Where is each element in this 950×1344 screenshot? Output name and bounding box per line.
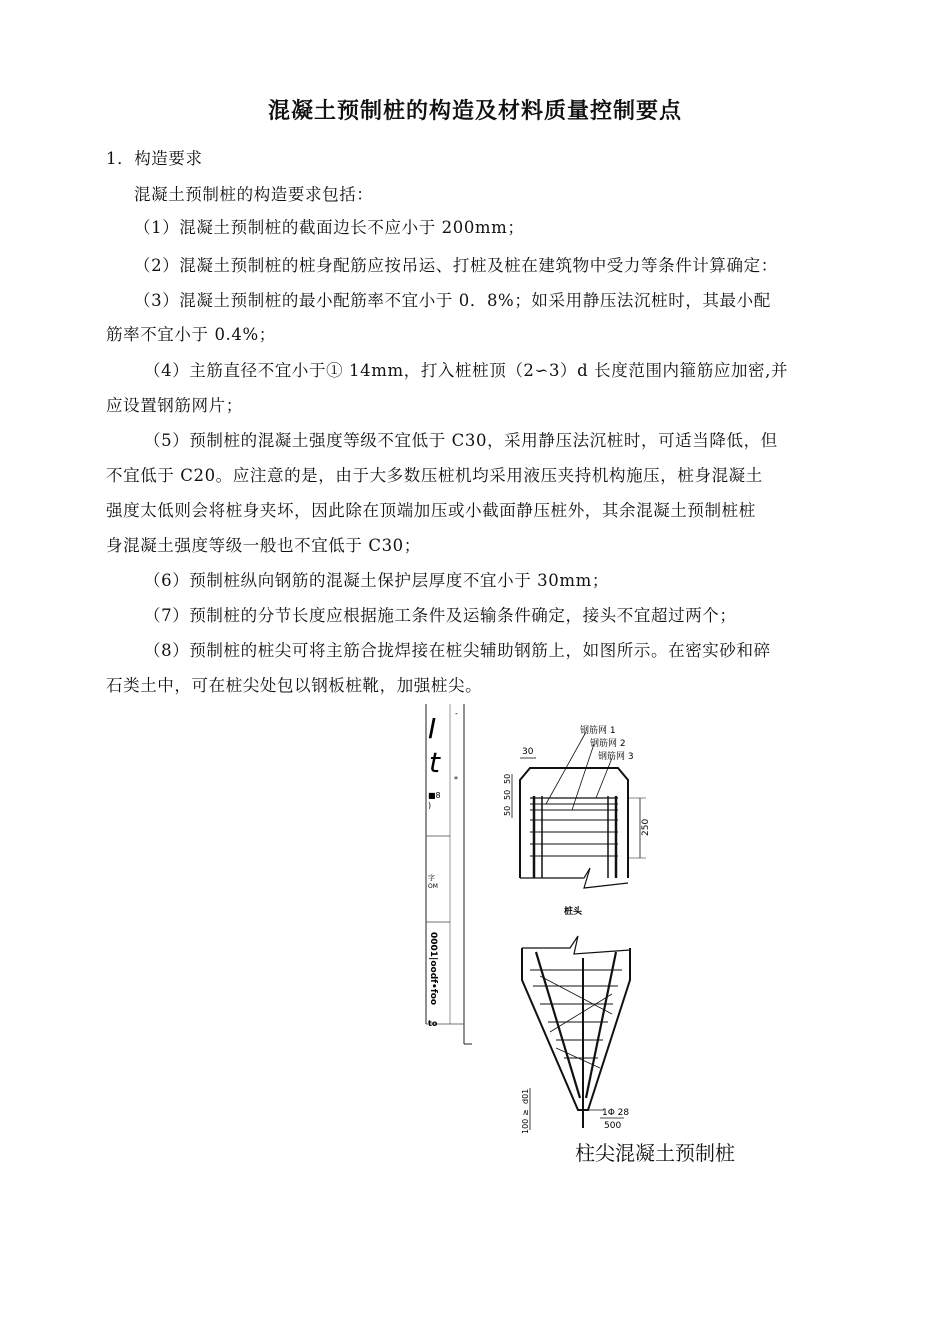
requirement-8-line-2: 石类土中，可在桩尖处包以钢板桩靴，加强桩尖。 [106,676,483,695]
figure-caption: 柱尖混凝土预制桩 [575,1141,735,1165]
fragment-small-4: OM [428,883,438,890]
pile-head-break [520,868,628,888]
tip-bar-left [536,952,580,1098]
requirement-5-line-3: 强度太低则会将桩身夹坏，因此除在顶端加压或小截面静压桩外，其余混凝土预制桩桩 [106,501,756,520]
fragment-small-2: ) [428,801,432,810]
fragment-small-1: ■8 [428,791,441,800]
tip-bar-right [586,952,616,1098]
fragment-vertical-text: 0001|oodf•foo [428,932,438,1006]
tip-dim-ge: ≥ [521,1109,530,1116]
left-figure-fragment [424,704,474,1054]
requirement-6: （6）预制桩纵向钢筋的混凝土保护层厚度不宜小于 30mm； [144,571,609,590]
fragment-small-5: to [428,1019,438,1028]
requirement-8-line-1: （8）预制桩的桩尖可将主筋合拢焊接在桩尖辅助钢筋上，如图所示。在密实砂和碎 [144,641,771,660]
requirement-3-line-2: 筋率不宜小于 0.4%； [106,325,276,344]
requirement-5-line-1: （5）预制桩的混凝土强度等级不宜低于 C30，采用静压法沉桩时，可适当降低，但 [144,431,778,450]
intro-paragraph: 混凝土预制桩的构造要求包括： [134,185,374,204]
mesh-3-label: 钢筋网 3 [598,752,634,762]
requirement-7: （7）预制桩的分节长度应根据施工条件及运输条件确定，接头不宜超过两个； [144,606,737,625]
mesh-2-label: 钢筋网 2 [590,739,626,749]
requirement-5-line-2: 不宜低于 C20。应注意的是，由于大多数压桩机均采用液压夹持机构施压，桩身混凝土 [106,466,763,485]
leader-mesh-2 [572,744,594,810]
dim-30-label: 30 [522,747,534,757]
pile-head-label: 桩头 [564,907,583,917]
fragment-big-i: I [428,712,437,745]
fragment-small-3: 字 [428,874,435,882]
dim-250-label: 250 [641,818,651,836]
dim-50-label-c: 50 [503,805,512,816]
leader-mesh-3 [596,758,612,798]
requirement-4-line-2: 应设置钢筋网片； [106,396,243,415]
tip-dim-d: d01 [521,1088,530,1104]
requirement-2: （2）混凝土预制桩的桩身配筋应按吊运、打桩及桩在建筑物中受力等条件计算确定： [134,256,778,275]
requirement-4-line-1: （4）主筋直径不宜小于① 14mm，打入桩桩顶（2∽3）d 长度范围内箍筋应加密,并 [144,361,789,380]
tip-bar-label: 1Φ 28 [602,1108,630,1118]
section-heading: 1．构造要求 [106,149,203,168]
mesh-1-label: 钢筋网 1 [580,726,616,736]
requirement-1: （1）混凝土预制桩的截面边长不应小于 200mm； [134,218,525,237]
pile-head-outline [520,768,628,878]
pile-drawing [500,718,660,1138]
dim-50-label-a: 50 [503,773,512,784]
dim-50-label-b: 50 [503,789,512,800]
pile-tip-break [522,936,630,954]
tip-bar-length: 500 [604,1121,622,1131]
tip-spiral-1 [540,976,612,1014]
requirement-3-line-1: （3）混凝土预制桩的最小配筋率不宜小于 0．8%；如采用静压法沉桩时，其最小配 [134,291,771,310]
fragment-mark-2: * [454,775,458,784]
page-title: 混凝土预制桩的构造及材料质量控制要点 [267,99,682,124]
requirement-5-line-4: 身混凝土强度等级一般也不宜低于 C30； [106,536,421,555]
tip-dim-100: 100 [521,1118,530,1134]
fragment-mark-1: - [455,709,458,718]
fragment-big-t: t [429,746,440,779]
pile-tip [522,936,630,1130]
